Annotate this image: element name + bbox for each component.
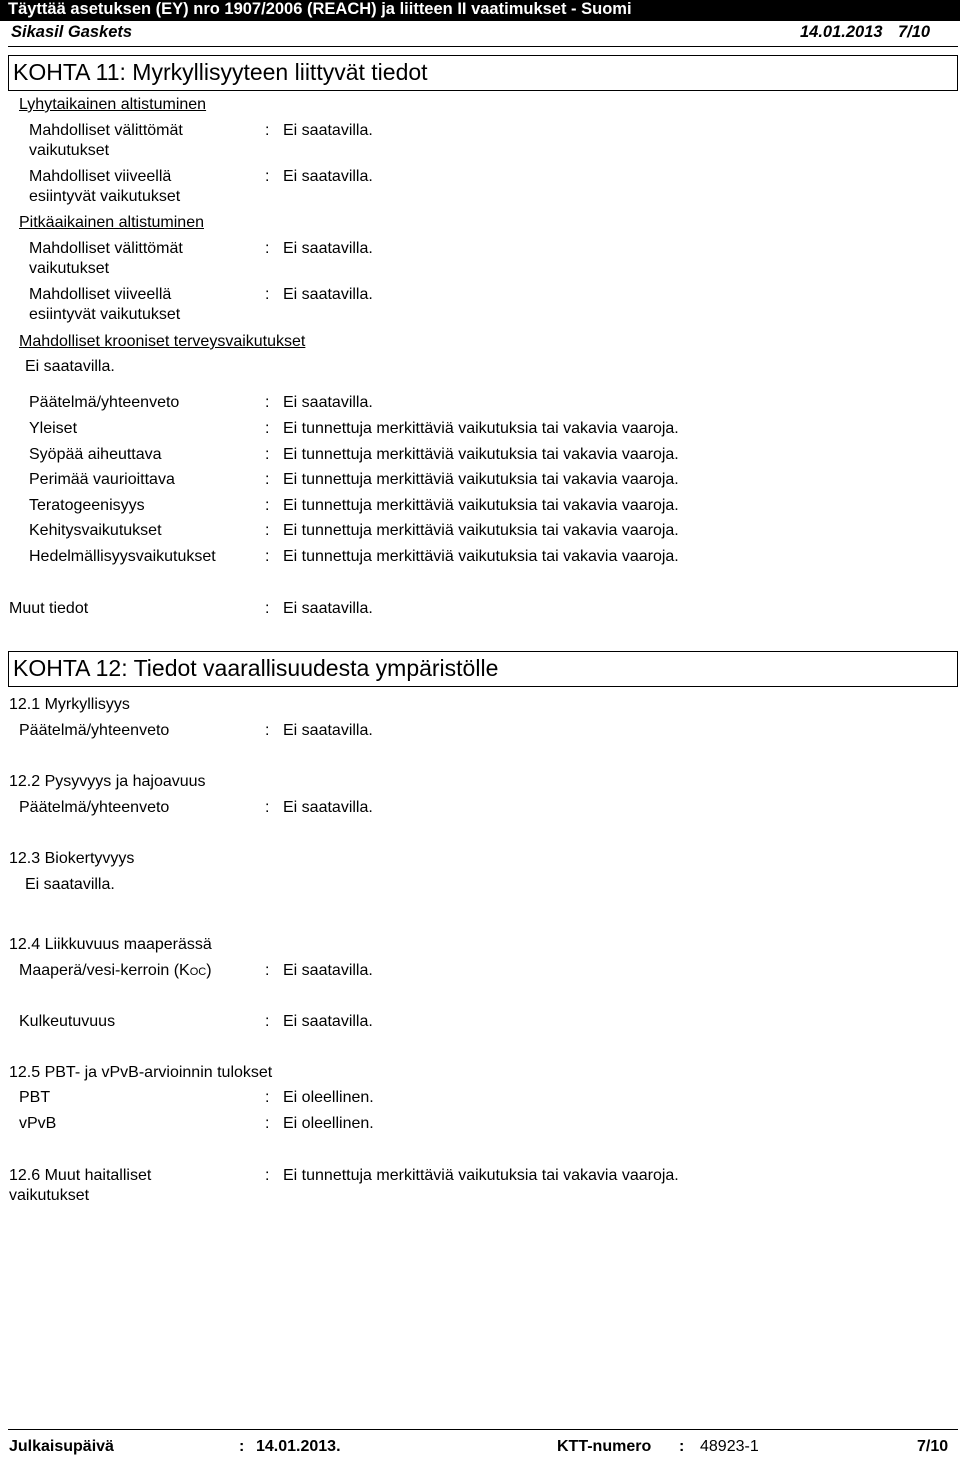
conclusion-colon: : — [265, 799, 270, 816]
mobility-colon: : — [265, 1013, 270, 1030]
section-12-heading: KOHTA 12: Tiedot vaarallisuudesta ympäristölle — [8, 651, 958, 687]
effect-colon: : — [265, 394, 270, 411]
pbt-colon: : — [265, 1089, 270, 1106]
subsection-126-title: 12.6 Muut haitalliset — [9, 1167, 152, 1184]
effect-colon: : — [265, 471, 270, 488]
vpvb-colon: : — [265, 1115, 270, 1132]
subsection-121-title: 12.1 Myrkyllisyys — [9, 696, 130, 713]
effect-value: Ei tunnettuja merkittäviä vaikutuksia tai vakavia vaaroja. — [283, 446, 679, 463]
header-page-number: 7/10 — [898, 23, 931, 41]
subsection-123-title: 12.3 Biokertyvyys — [9, 850, 135, 867]
section-11-heading: KOHTA 11: Myrkyllisyyteen liittyvät tiedot — [8, 55, 958, 91]
effect-colon: : — [265, 497, 270, 514]
effect-label: Teratogeenisyys — [29, 497, 145, 514]
koc-colon: : — [265, 962, 270, 979]
footer-page-number: 7/10 — [917, 1438, 949, 1455]
chronic-value: Ei saatavilla. — [25, 358, 115, 375]
pbt-value: Ei oleellinen. — [283, 1089, 374, 1106]
document-title: Täyttää asetuksen (EY) nro 1907/2006 (REACH) ja liitteen II vaatimukset - Suomi — [8, 0, 632, 18]
subsection-122-title: 12.2 Pysyvyys ja hajoavuus — [9, 773, 206, 790]
effect-value: Ei tunnettuja merkittäviä vaikutuksia tai vakavia vaaroja. — [283, 522, 679, 539]
row-colon: : — [265, 240, 270, 257]
pbt-label: PBT — [19, 1089, 51, 1106]
row-value: Ei saatavilla. — [283, 286, 373, 303]
issue-date-value: 14.01.2013. — [256, 1438, 341, 1455]
row-colon: : — [265, 122, 270, 139]
effect-label: Hedelmällisyysvaikutukset — [29, 548, 216, 565]
koc-value: Ei saatavilla. — [283, 962, 373, 979]
row-label-cont: esiintyvät vaikutukset — [29, 188, 181, 205]
row-label: Mahdolliset välittömät — [29, 122, 183, 139]
row-colon: : — [265, 168, 270, 185]
other-effects-value: Ei tunnettuja merkittäviä vaikutuksia tai vakavia vaaroja. — [283, 1167, 679, 1184]
effect-colon: : — [265, 548, 270, 565]
conclusion-value: Ei saatavilla. — [283, 799, 373, 816]
chronic-title: Mahdolliset krooniset terveysvaikutukset — [19, 333, 306, 350]
row-label: Mahdolliset välittömät — [29, 240, 183, 257]
bioaccumulation-value: Ei saatavilla. — [25, 876, 115, 893]
effect-value: Ei tunnettuja merkittäviä vaikutuksia tai vakavia vaaroja. — [283, 548, 679, 565]
koc-label: Maaperä/vesi-kerroin (KOC) — [19, 962, 212, 979]
row-colon: : — [265, 286, 270, 303]
footer-divider — [8, 1429, 958, 1430]
conclusion-value: Ei saatavilla. — [283, 722, 373, 739]
header-date: 14.01.2013 — [800, 23, 883, 41]
mobility-value: Ei saatavilla. — [283, 1013, 373, 1030]
effect-label: Syöpää aiheuttava — [29, 446, 162, 463]
subsection-126-title-cont: vaikutukset — [9, 1187, 90, 1204]
conclusion-colon: : — [265, 722, 270, 739]
other-info-label: Muut tiedot — [9, 600, 89, 617]
other-info-value: Ei saatavilla. — [283, 600, 373, 617]
vpvb-label: vPvB — [19, 1115, 57, 1132]
other-info-colon: : — [265, 600, 270, 617]
ktt-number-colon: : — [679, 1438, 685, 1455]
vpvb-value: Ei oleellinen. — [283, 1115, 374, 1132]
effect-label: Perimää vaurioittava — [29, 471, 175, 488]
row-value: Ei saatavilla. — [283, 240, 373, 257]
effect-value: Ei tunnettuja merkittäviä vaikutuksia tai vakavia vaaroja. — [283, 471, 679, 488]
product-name: Sikasil Gaskets — [11, 23, 133, 41]
issue-date-label: Julkaisupäivä — [9, 1438, 114, 1455]
effect-label: Päätelmä/yhteenveto — [29, 394, 180, 411]
conclusion-label: Päätelmä/yhteenveto — [19, 799, 170, 816]
subsection-124-title: 12.4 Liikkuvuus maaperässä — [9, 936, 212, 953]
ktt-number-label: KTT-numero — [557, 1438, 652, 1455]
row-label: Mahdolliset viiveellä — [29, 286, 172, 303]
issue-date-colon: : — [239, 1438, 245, 1455]
conclusion-label: Päätelmä/yhteenveto — [19, 722, 170, 739]
header-divider — [8, 46, 958, 47]
effect-value: Ei saatavilla. — [283, 394, 373, 411]
row-label: Mahdolliset viiveellä — [29, 168, 172, 185]
effect-label: Kehitysvaikutukset — [29, 522, 162, 539]
row-label-cont: esiintyvät vaikutukset — [29, 306, 181, 323]
effect-colon: : — [265, 446, 270, 463]
effect-colon: : — [265, 522, 270, 539]
mobility-label: Kulkeutuvuus — [19, 1013, 116, 1030]
effect-colon: : — [265, 420, 270, 437]
row-value: Ei saatavilla. — [283, 168, 373, 185]
row-value: Ei saatavilla. — [283, 122, 373, 139]
effect-value: Ei tunnettuja merkittäviä vaikutuksia tai vakavia vaaroja. — [283, 497, 679, 514]
effect-label: Yleiset — [29, 420, 78, 437]
short-term-title: Lyhytaikainen altistuminen — [19, 96, 207, 113]
other-effects-colon: : — [265, 1167, 270, 1184]
row-label-cont: vaikutukset — [29, 260, 110, 277]
row-label-cont: vaikutukset — [29, 142, 110, 159]
subsection-125-title: 12.5 PBT- ja vPvB-arvioinnin tulokset — [9, 1064, 273, 1081]
long-term-title: Pitkäaikainen altistuminen — [19, 214, 204, 231]
effect-value: Ei tunnettuja merkittäviä vaikutuksia tai vakavia vaaroja. — [283, 420, 679, 437]
ktt-number-value: 48923-1 — [700, 1438, 759, 1455]
